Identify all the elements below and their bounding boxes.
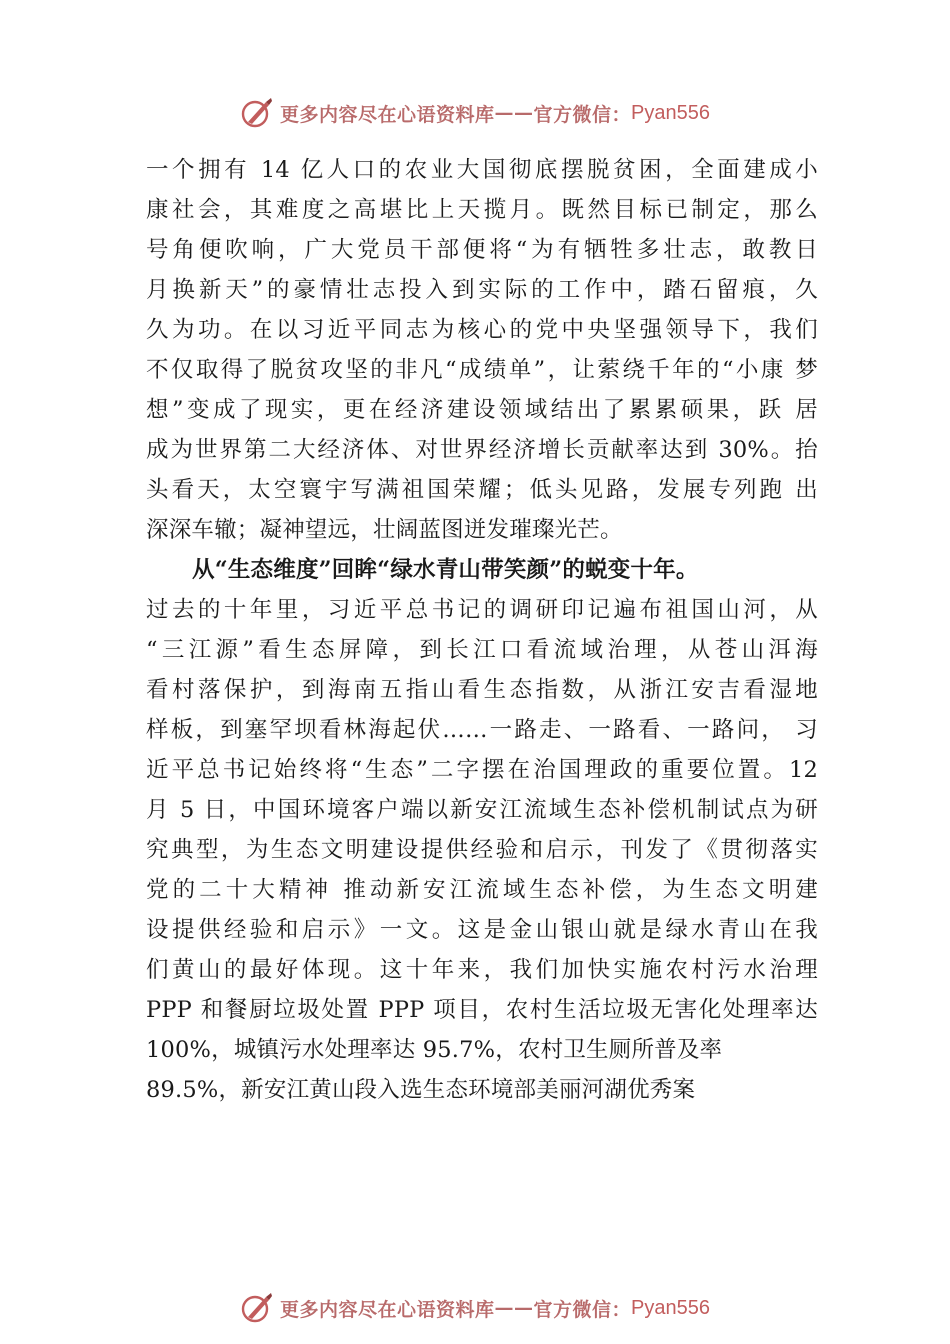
watermark-wechat-label: 官方微信： [533,1298,632,1321]
quill-logo-icon [240,96,274,130]
text-line: 党的二十大精神 推动新安江流域生态补偿，为生态文明建 [146,877,818,903]
text-line: 康社会，其难度之高堪比上天揽月。既然目标已制定，那么 [146,197,818,223]
watermark-text: 更多内容尽在心语资料库 [280,1298,495,1321]
text-line: 100%，城镇污水处理率达 95.7%，农村卫生厕所普及率 [146,1037,723,1063]
text-line: 89.5%，新安江黄山段入选生态环境部美丽河湖优秀案 [146,1077,696,1103]
text-line: 号角便吹响，广大党员干部便将“为有牺牲多壮志，敢教日 [146,237,818,263]
text-line: 月 5 日，中国环境客户端以新安江流域生态补偿机制试点为研 [146,797,818,823]
watermark-wechat-id: Pyan556 [631,1296,710,1319]
text-line: 头看天，太空寰宇写满祖国荣耀；低头见路，发展专列跑 出 [146,477,818,503]
text-line: 想”变成了现实，更在经济建设领域结出了累累硕果，跃 居 [146,397,818,423]
text-line: 成为世界第二大经济体、对世界经济增长贡献率达到 30%。抬 [146,437,818,463]
header-watermark [0,93,950,133]
text-line: 究典型，为生态文明建设提供经验和启示，刊发了《贯彻落实 [146,837,818,863]
text-line: 设提供经验和启示》一文。这是金山银山就是绿水青山在我 [146,917,818,943]
watermark-dash: —— [494,1297,534,1319]
text-line: PPP 和餐厨垃圾处置 PPP 项目，农村生活垃圾无害化处理率达 [146,997,818,1023]
document-body [146,150,818,1110]
text-line: 一个拥有 14 亿人口的农业大国彻底摆脱贫困，全面建成小 [146,157,818,183]
watermark-wechat-label: 官方微信： [533,103,632,126]
footer-watermark [0,1288,950,1328]
text-line: 不仅取得了脱贫攻坚的非凡“成绩单”，让萦绕千年的“小康 梦 [146,357,818,383]
watermark-text: 更多内容尽在心语资料库 [280,103,495,126]
section-heading: 从“生态维度”回眸“绿水青山带笑颜”的蜕变十年。 [192,557,699,583]
text-line: 久为功。在以习近平同志为核心的党中央坚强领导下，我们 [146,317,818,343]
paragraph-2 [146,590,818,1110]
quill-logo-icon [240,1291,274,1325]
text-line: 月换新天”的豪情壮志投入到实际的工作中，踏石留痕，久 [146,277,818,303]
text-line: “三江源”看生态屏障，到长江口看流域治理，从苍山洱海 [146,637,818,663]
text-line: 深深车辙；凝神望远，壮阔蓝图迸发璀璨光芒。 [146,517,623,543]
text-line: 样板，到塞罕坝看林海起伏……一路走、一路看、一路问， 习 [146,717,818,743]
text-line: 们黄山的最好体现。这十年来，我们加快实施农村污水治理 [146,957,818,983]
text-line: 过去的十年里，习近平总书记的调研印记遍布祖国山河，从 [146,597,818,623]
paragraph-1 [146,150,818,550]
text-line: 看村落保护，到海南五指山看生态指数，从浙江安吉看湿地 [146,677,818,703]
watermark-wechat-id: Pyan556 [631,101,710,124]
watermark-dash: —— [494,102,534,124]
text-line: 近平总书记始终将“生态”二字摆在治国理政的重要位置。12 [146,757,818,783]
